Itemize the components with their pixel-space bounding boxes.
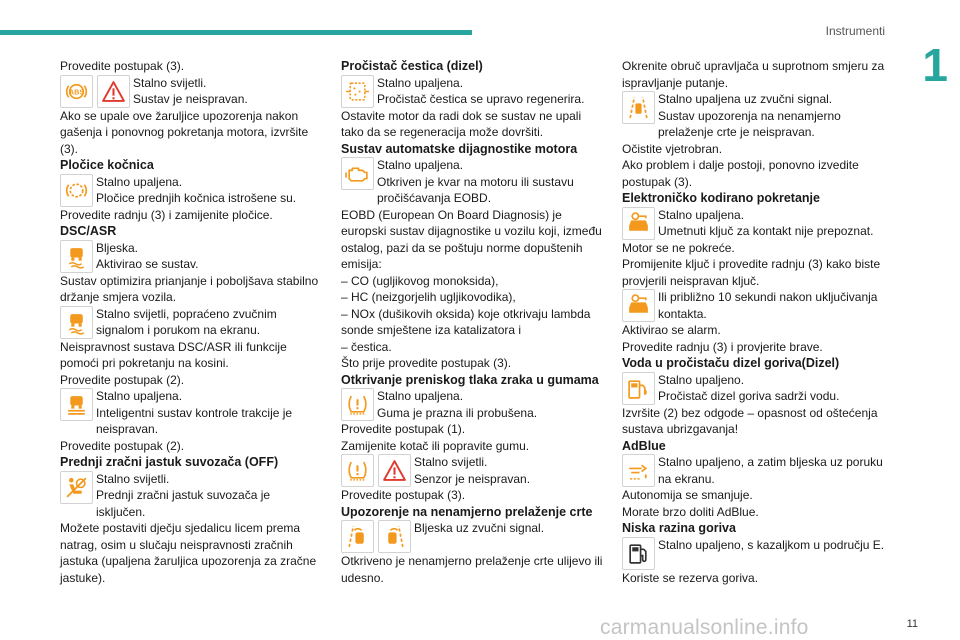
warning-row: ABS Stalno svijetli. Sustav je neispravan.: [60, 75, 322, 108]
key-car-icon: [622, 207, 655, 240]
list-item: – NOx (dušikovih oksida) koje otkrivaju lambda sonde smještene iza katalizatora i: [341, 306, 591, 337]
column-3: Okrenite obruč upravljača u suprotnom smjeru za ispravljanje putanje. Stalno upaljena uz zvučni signal. Sustav upozorenja na nenamjerno prelaženje crte je neispravan. Očistite vjetrobran. Ako problem i dalje postoji, ponovno izvedite postupak (3). Elektroničko kodirano pokretanje Stalno upaljena. Umetnuti ključ za kontakt nije prepoznat. Motor se ne pokreće. Promijenite ključ i provedite radnju (3) kako biste provjerili neispravan ključ. Ili približno 10 sekundi nakon uključivanja kontakta. Aktivirao se alarm. Provedite radnju (3) i provjerite brave. Voda u pročistaču dizel goriva(Dizel) Stalno upaljeno. Pročistač dizel goriva sadrži vodu. Izvršite (2) bez odgode – opasnost od oštećenja sustava ubrizgavanja! AdBlue Stalno upaljeno, a zatim bljeska uz poruku na ekranu. Autonomija se smanjuje. Morate brzo doliti AdBlue. Niska razina goriva Stalno upaljeno, s kazaljkom u području E. Koriste se rezerva goriva.: [622, 58, 890, 586]
warning-triangle-icon: [97, 75, 130, 108]
lane-departure-right-icon: [378, 520, 411, 553]
heading-adblue: AdBlue: [622, 438, 666, 453]
fuel-pump-icon: [622, 537, 655, 570]
engine-check-icon: [341, 157, 374, 190]
stability-control-icon: [60, 240, 93, 273]
heading-immobiliser: Elektroničko kodirano pokretanje: [622, 191, 820, 205]
particle-filter-icon: [341, 75, 374, 108]
key-car-icon: [622, 289, 655, 322]
page-number: 11: [906, 618, 918, 630]
tyre-pressure-icon: [341, 388, 374, 421]
intro-text: Provedite postupak (3).: [60, 59, 185, 73]
heading-engine-diagnostics: Sustav automatske dijagnostike motora: [341, 141, 578, 156]
water-in-fuel-icon: [622, 372, 655, 405]
heading-tyre-pressure: Otkrivanje preniskog tlaka zraka u gumama: [341, 372, 599, 387]
header-accent-bar: [0, 30, 472, 35]
list-item: – čestica.: [341, 339, 392, 354]
chapter-number: 1: [922, 39, 948, 91]
svg-text:ABS: ABS: [68, 87, 85, 97]
heading-airbag-off: Prednji zračni jastuk suvozača (OFF): [60, 455, 279, 469]
airbag-off-icon: [60, 471, 93, 504]
lane-departure-left-icon: [341, 520, 374, 553]
heading-lane-departure: Upozorenje na nenamjerno prelaženje crte: [341, 504, 593, 519]
lane-departure-fault-icon: [622, 91, 655, 124]
tyre-pressure-icon: [341, 454, 374, 487]
list-item: – HC (neizgorjelih ugljikovodika),: [341, 290, 516, 304]
section-title: Instrumenti: [825, 24, 885, 38]
list-item: – CO (ugljikovog monoksida),: [341, 273, 499, 288]
heading-particle-filter: Pročistač čestica (dizel): [341, 59, 483, 73]
adblue-icon: [622, 454, 655, 487]
column-2: Pročistač čestica (dizel) Stalno upaljena. Pročistač čestica se upravo regenerira. Ostavite motor da radi dok se sustav ne upali tako da se regeneracija može dovršiti. Sustav automatske dijagnostike motora Stalno upaljena. Otkriven je kvar na motoru ili sustavu pročišćavanja EOBD. EOBD (European On Board Diagnosis) je europski sustav dijagnostike u vozilu koji, između ostalog, pazi da se poštuju norme dopuštenih emisija: – CO (ugljikovog monoksida), – HC (neizgorjelih ugljikovodika), – NOx (dušikovih oksida) koje otkrivaju lambda sonde smještene iza katalizatora i – čestica. Što prije provedite postupak (3). Otkrivanje preniskog tlaka zraka u gumama Stalno upaljena. Guma je prazna ili probušena. Provedite postupak (1). Zamijenite kotač ili popravite gumu. Stalno svijetli. Senzor je neispravan. Provedite postupak (3). Upozorenje na nenamjerno prelaženje crte Bljeska uz zvučni signal. Otkriveno je nenamjerno prelaženje crte ulijevo ili udesno.: [341, 59, 603, 585]
heading-low-fuel: Niska razina goriva: [622, 521, 736, 535]
watermark: carmanualsonline.info: [600, 616, 809, 639]
brake-system-orange-icon: [60, 75, 93, 108]
heading-water-in-diesel: Voda u pročistaču dizel goriva(Dizel): [622, 356, 840, 370]
warning-triangle-icon: [378, 454, 411, 487]
stability-control-icon: [60, 306, 93, 339]
intelligent-traction-icon: [60, 388, 93, 421]
brake-pads-icon: [60, 174, 93, 207]
heading-dsc-asr: DSC/ASR: [60, 224, 117, 238]
heading-brake-pads: Pločice kočnica: [60, 158, 154, 172]
column-1: Provedite postupak (3). ABS Stalno svijetli. Sustav je neispravan. Ako se upale ove žaruljice upozorenja nakon gašenja i ponovnog pokretanja motora, izvršite (3). Pločice kočnica Stalno upaljena. Pločice prednjih kočnica istrošene su. Provedite radnju (3) i zamijenite pločice. DSC/ASR Bljeska. Aktivirao se sustav. Sustav optimizira prianjanje i poboljšava stabilno držanje smjera vozila. Stalno svijetli, popraćeno zvučnim signalom i porukom na ekranu. Neispravnost sustava DSC/ASR ili funkcije pomoći pri pokretanju na kosini. Provedite postupak (2). Stalno upaljena. Inteligentni sustav kontrole trakcije je neispravan. Provedite postupak (2). Prednji zračni jastuk suvozača (OFF) Stalno svijetli. Prednji zračni jastuk suvozača je isključen. Možete postaviti dječju sjedalicu licem prema natrag, osim u slučaju neispravnosti zračnih jastuka (upaljena žaruljica upozorenja za zračne jastuke).: [60, 58, 322, 586]
